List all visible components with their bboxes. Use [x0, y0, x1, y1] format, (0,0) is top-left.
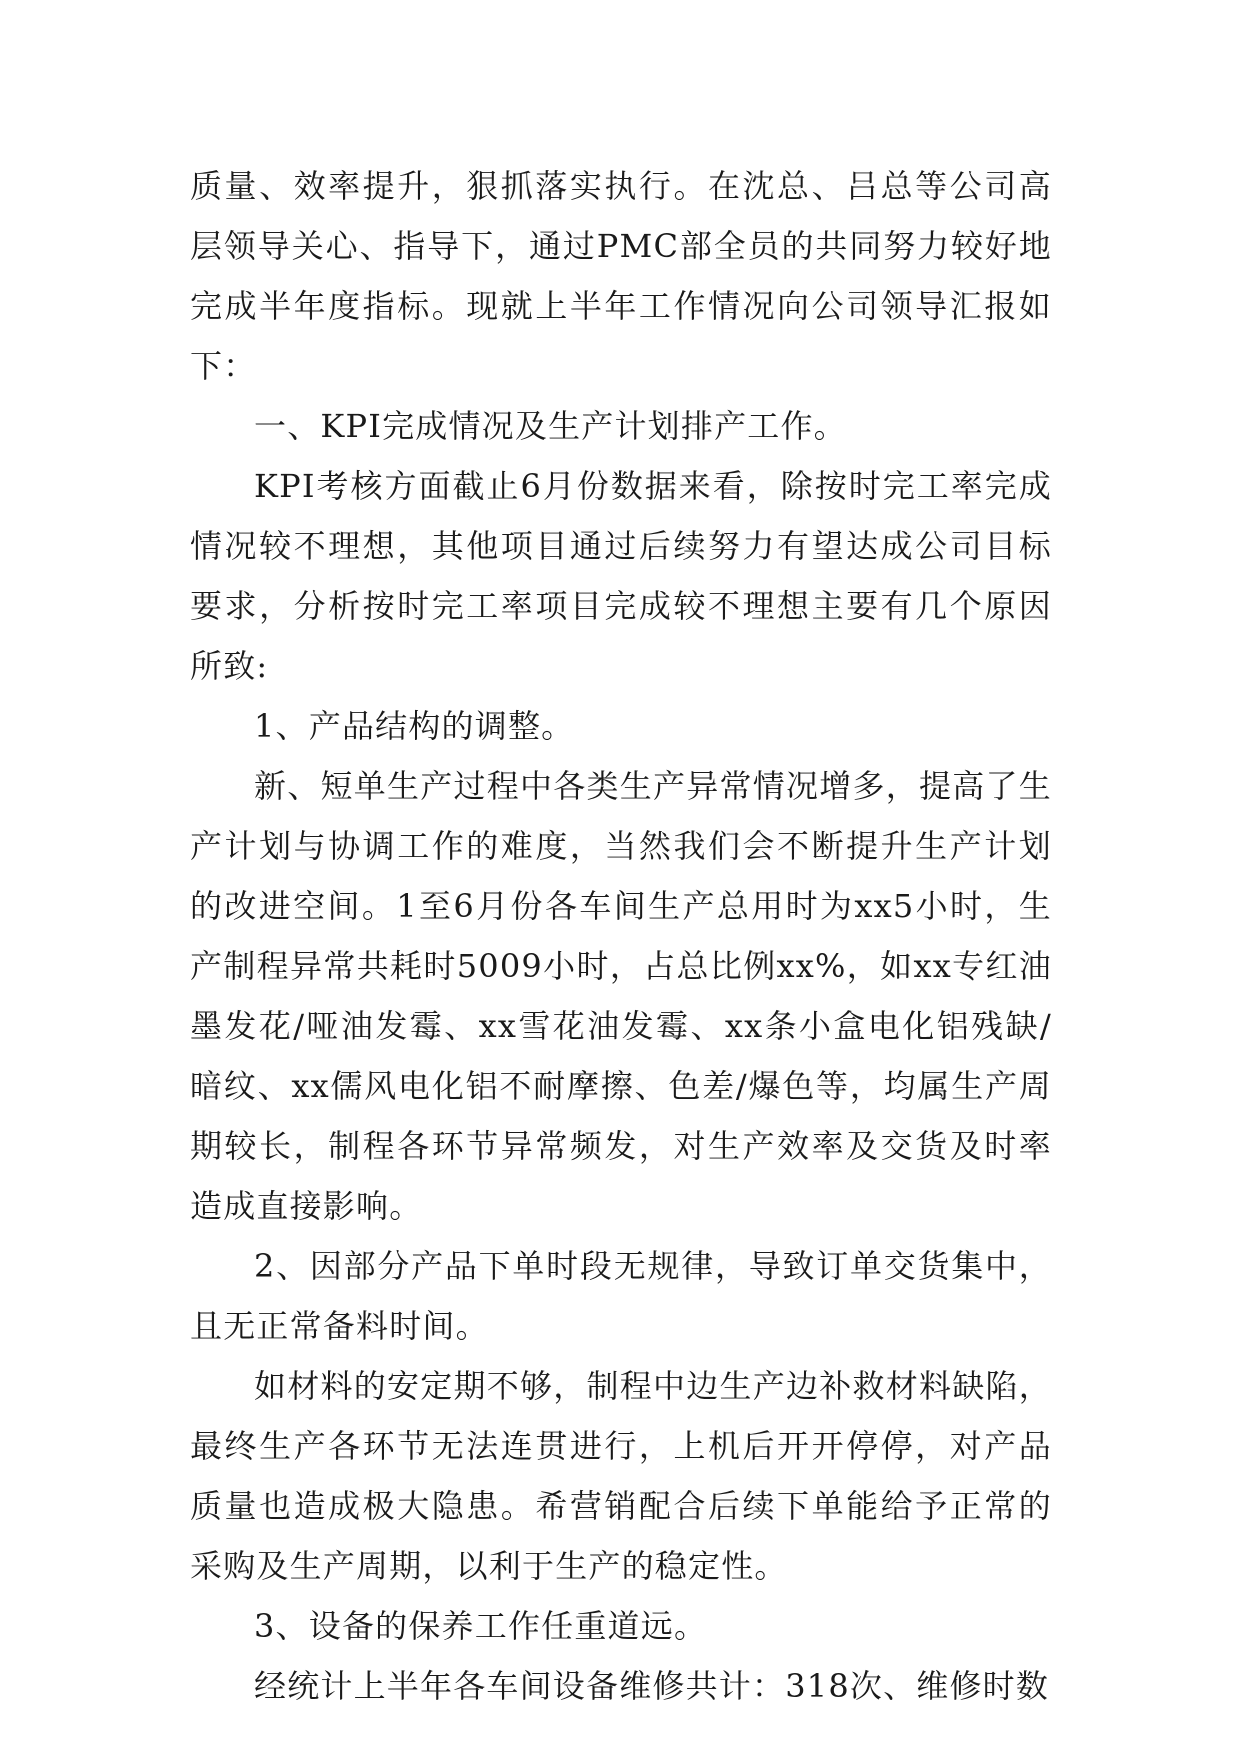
paragraph-intro-continuation: 质量、效率提升，狠抓落实执行。在沈总、吕总等公司高层领导关心、指导下，通过PMC部全员的共同努力较好地完成半年度指标。现就上半年工作情况向公司领导汇报如下：: [190, 167, 1052, 385]
paragraph-maintenance-stats: 经统计上半年各车间设备维修共计：318次、维修时数: [254, 1667, 1050, 1705]
subheading-equipment-maintenance: 3、设备的保养工作任重道远。: [254, 1607, 708, 1645]
document-body: [190, 156, 1052, 1716]
paragraph-kpi-summary: KPI考核方面截止6月份数据来看，除按时完工率完成情况较不理想，其他项目通过后续努力有望达成公司目标要求，分析按时完工率项目完成较不理想主要有几个原因所致:: [190, 467, 1052, 685]
section-heading-kpi: 一、KPI完成情况及生产计划排产工作。: [254, 407, 847, 445]
subheading-order-timing: 2、因部分产品下单时段无规律，导致订单交货集中，且无正常备料时间。: [190, 1247, 1052, 1345]
paragraph-material-issues: 如材料的安定期不够，制程中边生产边补救材料缺陷，最终生产各环节无法连贯进行，上机后开开停停，对产品质量也造成极大隐患。希营销配合后续下单能给予正常的采购及生产周期，以利于生产的稳定性。: [190, 1367, 1052, 1585]
subheading-product-structure: 1、产品结构的调整。: [254, 707, 575, 745]
paragraph-production-exceptions: 新、短单生产过程中各类生产异常情况增多，提高了生产计划与协调工作的难度，当然我们会不断提升生产计划的改进空间。1至6月份各车间生产总用时为xx5小时，生产制程异常共耗时5009小时，占总比例xx%，如xx专红油墨发花/哑油发霉、xx雪花油发霉、xx条小盒电化铝残缺/暗纹、xx儒风电化铝不耐摩擦、色差/爆色等，均属生产周期较长，制程各环节异常频发，对生产效率及交货及时率造成直接影响。: [190, 767, 1052, 1225]
